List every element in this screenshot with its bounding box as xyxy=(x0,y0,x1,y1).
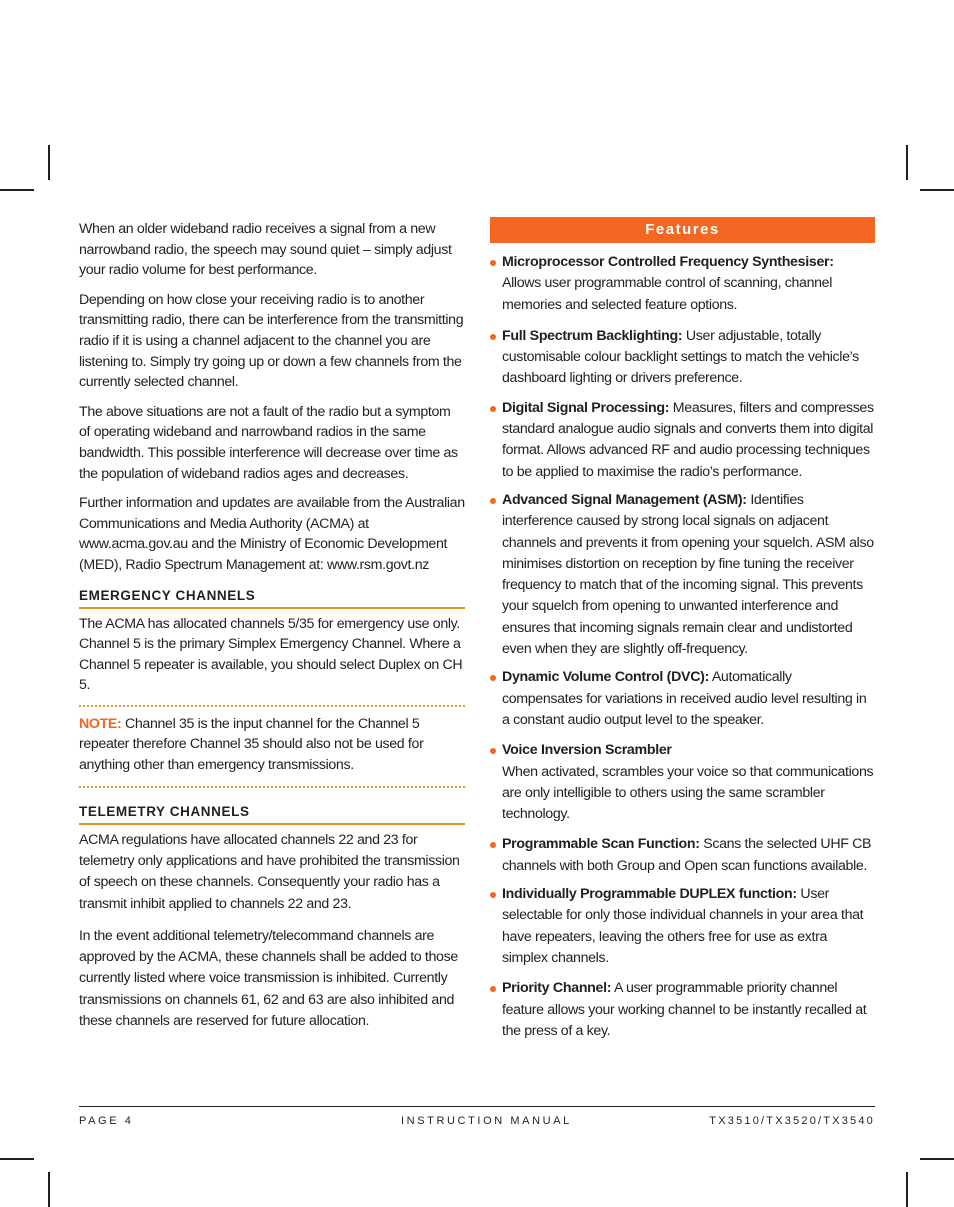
feature-text: User adjustable, totally customisable colour backlight settings to match the vehicle’s dashboard lighting or drivers preference. xyxy=(502,327,859,387)
left-column xyxy=(79,219,465,1041)
bullet-icon xyxy=(490,892,496,898)
crop-mark xyxy=(906,1172,908,1207)
crop-mark xyxy=(920,1158,954,1160)
bullet-icon xyxy=(490,406,496,412)
feature-title: Full Spectrum Backlighting: xyxy=(502,327,683,344)
dotted-divider xyxy=(79,786,465,788)
emergency-note xyxy=(79,714,465,776)
feature-title: Dynamic Volume Control (DVC): xyxy=(502,669,710,686)
telemetry-paragraph: In the event additional telemetry/telecommand channels are approved by the ACMA, these channels shall be added to those currently listed where voice transmission is inhibited. Currently transmissions on channels 61, 62 and 63 are also inhibited and these channels are reserved for future allocation. xyxy=(79,927,458,1030)
bullet-icon xyxy=(490,986,496,992)
footer-page-number: PAGE 4 xyxy=(79,1115,134,1127)
feature-text: Allows user programmable control of scanning, channel memories and selected feature options. xyxy=(502,275,833,313)
bullet-icon xyxy=(490,260,496,266)
crop-mark xyxy=(906,145,908,180)
feature-text: Automatically compensates for variations in received audio level resulting in a constant audio output level to the speaker. xyxy=(502,669,867,728)
crop-mark xyxy=(48,145,50,180)
feature-item xyxy=(490,978,875,1042)
feature-title: Microprocessor Controlled Frequency Synthesiser: xyxy=(502,254,834,270)
feature-item xyxy=(490,884,875,969)
crop-mark xyxy=(0,1158,34,1160)
feature-title: Priority Channel: xyxy=(502,980,612,997)
feature-item xyxy=(490,398,875,483)
feature-item xyxy=(490,834,875,877)
footer-model: TX3510/TX3520/TX3540 xyxy=(709,1115,875,1127)
emergency-body: The ACMA has allocated channels 5/35 for emergency use only. Channel 5 is the primary Simplex Emergency Channel. Where a Channel 5 repeater is available, you should select Duplex on CH 5. xyxy=(79,615,463,694)
dotted-divider xyxy=(79,705,465,707)
feature-title: Individually Programmable DUPLEX function: xyxy=(502,886,797,903)
bullet-icon xyxy=(490,842,496,848)
note-label: NOTE: xyxy=(79,715,122,732)
feature-item xyxy=(490,490,875,660)
note-text: Channel 35 is the input channel for the Channel 5 repeater therefore Channel 35 should also not be used for anything other than emergency transmissions. xyxy=(79,715,424,774)
feature-title: Advanced Signal Management (ASM): xyxy=(502,491,747,508)
feature-item xyxy=(490,667,875,731)
bullet-icon xyxy=(490,334,496,340)
crop-mark xyxy=(920,189,954,191)
intro-paragraph: When an older wideband radio receives a signal from a new narrowband radio, the speech may sound quiet – simply adjust your radio volume for best performance. xyxy=(79,221,452,279)
feature-text: User selectable for only those individual channels in your area that have repeaters, leaving the others free for use as extra simplex channels. xyxy=(502,886,864,966)
crop-mark xyxy=(48,1172,50,1207)
feature-title: Programmable Scan Function: xyxy=(502,836,700,853)
feature-title: Digital Signal Processing: xyxy=(502,399,670,416)
footer-title: INSTRUCTION MANUAL xyxy=(401,1115,572,1127)
feature-item xyxy=(490,252,875,316)
intro-paragraph: Further information and updates are available from the Australian Communications and Media Authority (ACMA) at www.acma.gov.au and the Ministry of Economic Development (MED), Radio Spectrum Management at: www.rsm.govt.nz xyxy=(79,495,465,573)
bullet-icon xyxy=(490,748,496,754)
telemetry-paragraph: ACMA regulations have allocated channels 22 and 23 for telemetry only applications and have prohibited the transmission of speech on these channels. Consequently your radio has a transmit inhibit applied to channels 22 and 23. xyxy=(79,831,460,912)
feature-text: Scans the selected UHF CB channels with both Group and Open scan functions available. xyxy=(502,836,872,874)
bullet-icon xyxy=(490,675,496,681)
bullet-icon xyxy=(490,498,496,504)
telemetry-channels-heading: TELEMETRY CHANNELS xyxy=(79,800,465,825)
crop-mark xyxy=(0,189,34,191)
features-column xyxy=(490,217,875,1042)
feature-item xyxy=(490,740,875,825)
intro-paragraph: Depending on how close your receiving radio is to another transmitting radio, there can be interference from the transmitting radio if it is using a channel adjacent to the channel you are listening to. Simply try going up or down a few channels from the currently selected channel. xyxy=(79,291,464,391)
feature-text: When activated, scrambles your voice so that communications are only intelligible to others using the same scrambler technology. xyxy=(502,763,874,823)
intro-paragraph: The above situations are not a fault of the radio but a symptom of operating wideband and narrowband radios in the same bandwidth. This possible interference will decrease over time as the population of wideband radios ages and decreases. xyxy=(79,403,458,482)
emergency-channels-heading: EMERGENCY CHANNELS xyxy=(79,584,465,609)
features-heading: Features xyxy=(490,217,875,243)
feature-text: Measures, filters and compresses standard analogue audio signals and converts them into digital format. Allows advanced RF and audio processing techniques to be applied to maximise the radio’s performance. xyxy=(502,399,874,480)
feature-text: Identifies interference caused by strong local signals on adjacent channels and prevents it from opening your squelch. ASM also minimises distortion on reception by fine tuning the receiver frequency to match that of the incoming signal. This prevents your squelch from opening to unwanted interference and ensures that incoming signals remain clear and undistorted even when they are slightly off-frequency. xyxy=(502,491,874,658)
feature-text: A user programmable priority channel feature allows your working channel to be instantly recalled at the press of a key. xyxy=(502,980,867,1039)
feature-item xyxy=(490,326,875,390)
footer-rule xyxy=(79,1106,875,1107)
feature-title: Voice Inversion Scrambler xyxy=(502,742,672,759)
